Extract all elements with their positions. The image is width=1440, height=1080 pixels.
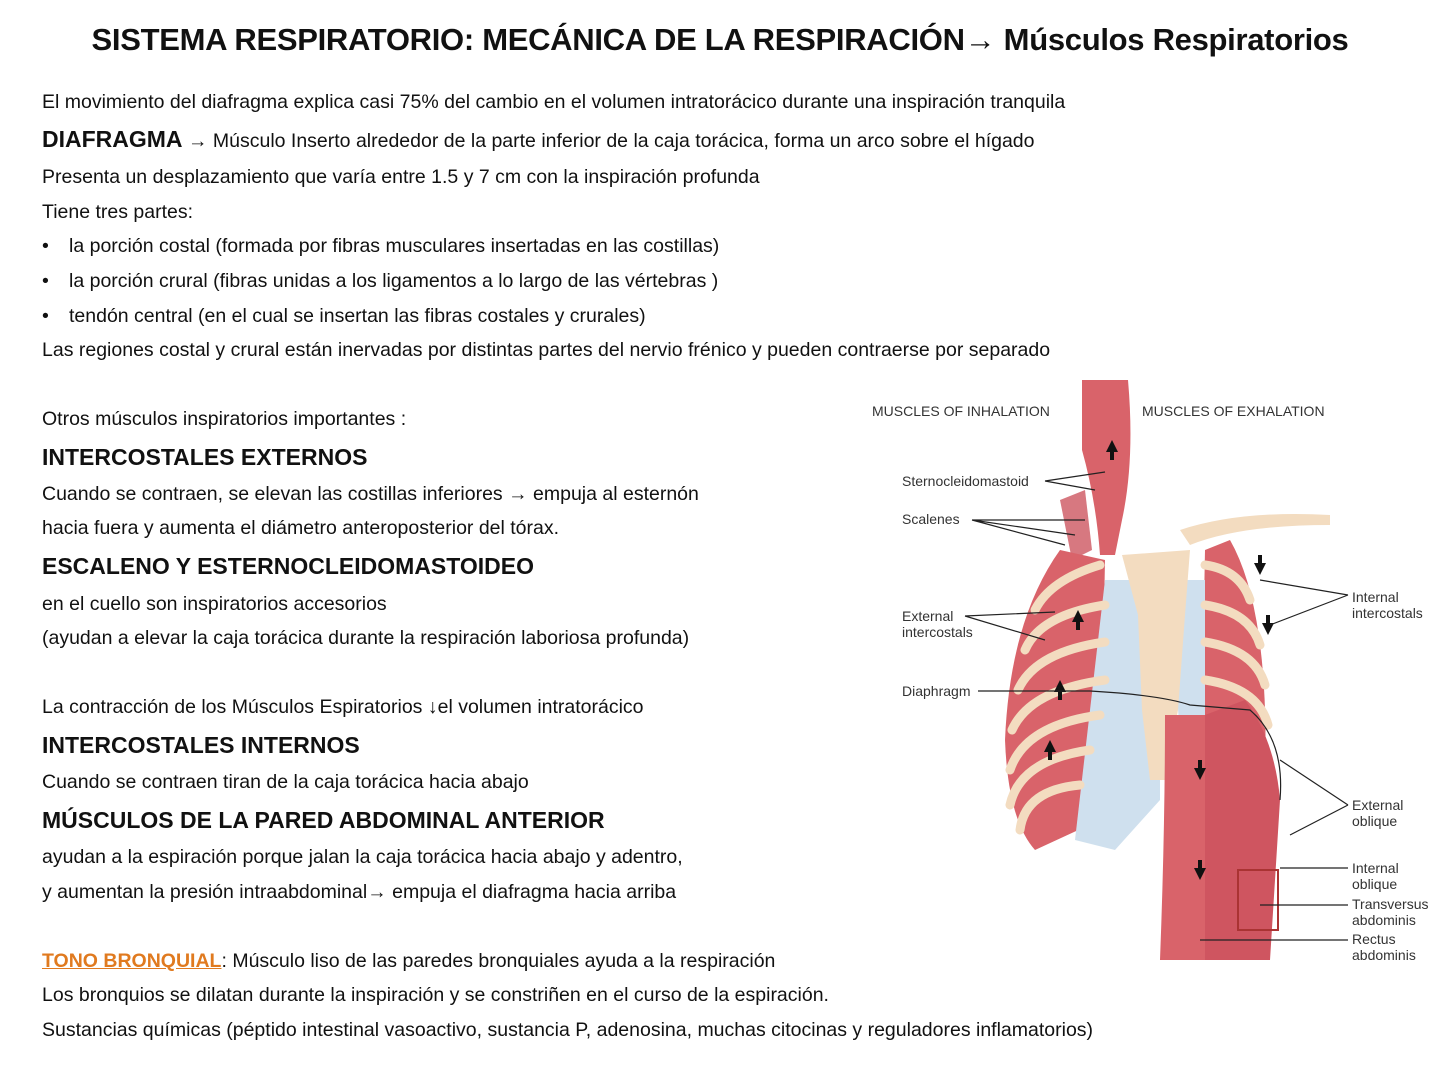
parts-intro: Tiene tres partes:	[42, 201, 194, 223]
bronquial-line2: Los bronquios se dilatan durante la inspiración y se constriñen en el curso de la espiración.	[42, 984, 829, 1006]
label-internal-oblique: Internal	[1352, 860, 1399, 876]
list-item-text: la porción crural (fibras unidas a los ligamentos a lo largo de las vértebras )	[69, 270, 719, 292]
clavicle	[1180, 514, 1330, 545]
external-oblique-muscle	[1205, 700, 1280, 960]
int-intercostal-heading: INTERCOSTALES INTERNOS	[42, 732, 360, 758]
respiratory-muscles-figure	[860, 380, 1440, 960]
escaleno-line2: (ayudan a elevar la caja torácica durante la respiración laboriosa profunda)	[42, 627, 690, 649]
ext-intercostal-line2: hacia fuera y aumenta el diámetro anteroposterior del tórax.	[42, 517, 560, 539]
label-transversus: Transversus	[1352, 896, 1429, 912]
abdominal-line2: y aumentan la presión intraabdominal→ empuja el diafragma hacia arriba	[42, 881, 677, 903]
exhalation-label: MUSCLES OF EXHALATION	[1142, 403, 1325, 419]
label-internal-intercostals: Internal	[1352, 589, 1399, 605]
abdominal-heading: MÚSCULOS DE LA PARED ABDOMINAL ANTERIOR	[42, 807, 605, 833]
inspiratory-intro: Otros músculos inspiratorios importantes :	[42, 408, 407, 430]
label-external-oblique-2: oblique	[1352, 813, 1398, 829]
intro-text: El movimiento del diafragma explica casi 75% del cambio en el volumen intratorácico durante una inspiración tranquila	[42, 91, 1066, 113]
label-internal-intercostals-2: intercostals	[1352, 605, 1423, 621]
scalenes-muscle	[1060, 490, 1092, 560]
label-external-intercostals-2: intercostals	[902, 624, 973, 640]
diafragma-line	[42, 127, 1035, 153]
list-item-text: tendón central (en el cual se insertan las fibras costales y crurales)	[69, 305, 646, 327]
displacement-text: Presenta un desplazamiento que varía entre 1.5 y 7 cm con la inspiración profunda	[42, 166, 760, 188]
label-rectus-2: abdominis	[1352, 947, 1416, 960]
label-scalenes: Scalenes	[902, 511, 960, 527]
page-title: SISTEMA RESPIRATORIO: MECÁNICA DE LA RESPIRACIÓN→ Músculos Respiratorios	[91, 22, 1349, 57]
label-diaphragm: Diaphragm	[902, 683, 971, 699]
list-item: • la porción crural (fibras unidas a los ligamentos a lo largo de las vértebras )	[42, 270, 719, 292]
bronquial-line3: Sustancias químicas (péptido intestinal vasoactivo, sustancia P, adenosina, muchas citocinas y reguladores inflamatorios)	[42, 1019, 1094, 1041]
diafragma-heading: DIAFRAGMA	[42, 126, 183, 152]
escaleno-heading: ESCALENO Y ESTERNOCLEIDOMASTOIDEO	[42, 553, 535, 579]
label-internal-oblique-2: oblique	[1352, 876, 1398, 892]
label-external-oblique: External	[1352, 797, 1404, 813]
abdominal-line1: ayudan a la espiración porque jalan la caja torácica hacia abajo y adentro,	[42, 846, 683, 868]
list-item-text: la porción costal (formada por fibras musculares insertadas en las costillas)	[69, 235, 720, 257]
int-intercostal-line: Cuando se contraen tiran de la caja torácica hacia abajo	[42, 771, 529, 793]
bronquial-heading: TONO BRONQUIAL	[42, 950, 222, 972]
diafragma-desc: → Músculo Inserto alrededor de la parte inferior de la caja torácica, forma un arco sobre el hígado	[182, 130, 1035, 152]
bronquial-line1	[42, 949, 775, 973]
label-external-intercostals: External	[902, 608, 954, 624]
escaleno-line1: en el cuello son inspiratorios accesorios	[42, 593, 387, 615]
list-item: • la porción costal (formada por fibras musculares insertadas en las costillas)	[42, 235, 720, 257]
innervation-text: Las regiones costal y crural están inervadas por distintas partes del nervio frénico y pueden contraerse por separado	[42, 339, 1051, 361]
label-sternocleidomastoid: Sternocleidomastoid	[902, 473, 1029, 489]
list-item: • tendón central (en el cual se insertan las fibras costales y crurales)	[42, 305, 646, 327]
label-transversus-2: abdominis	[1352, 912, 1416, 928]
expiratory-intro: La contracción de los Músculos Espiratorios ↓el volumen intratorácico	[42, 696, 644, 718]
bronquial-desc: : Músculo liso de las paredes bronquiales ayuda a la respiración	[221, 950, 776, 972]
ext-intercostal-heading: INTERCOSTALES EXTERNOS	[42, 444, 368, 470]
ext-intercostal-line1: Cuando se contraen, se elevan las costillas inferiores → empuja al esternón	[42, 483, 699, 505]
label-rectus: Rectus	[1352, 931, 1396, 947]
inhalation-label: MUSCLES OF INHALATION	[872, 403, 1050, 419]
